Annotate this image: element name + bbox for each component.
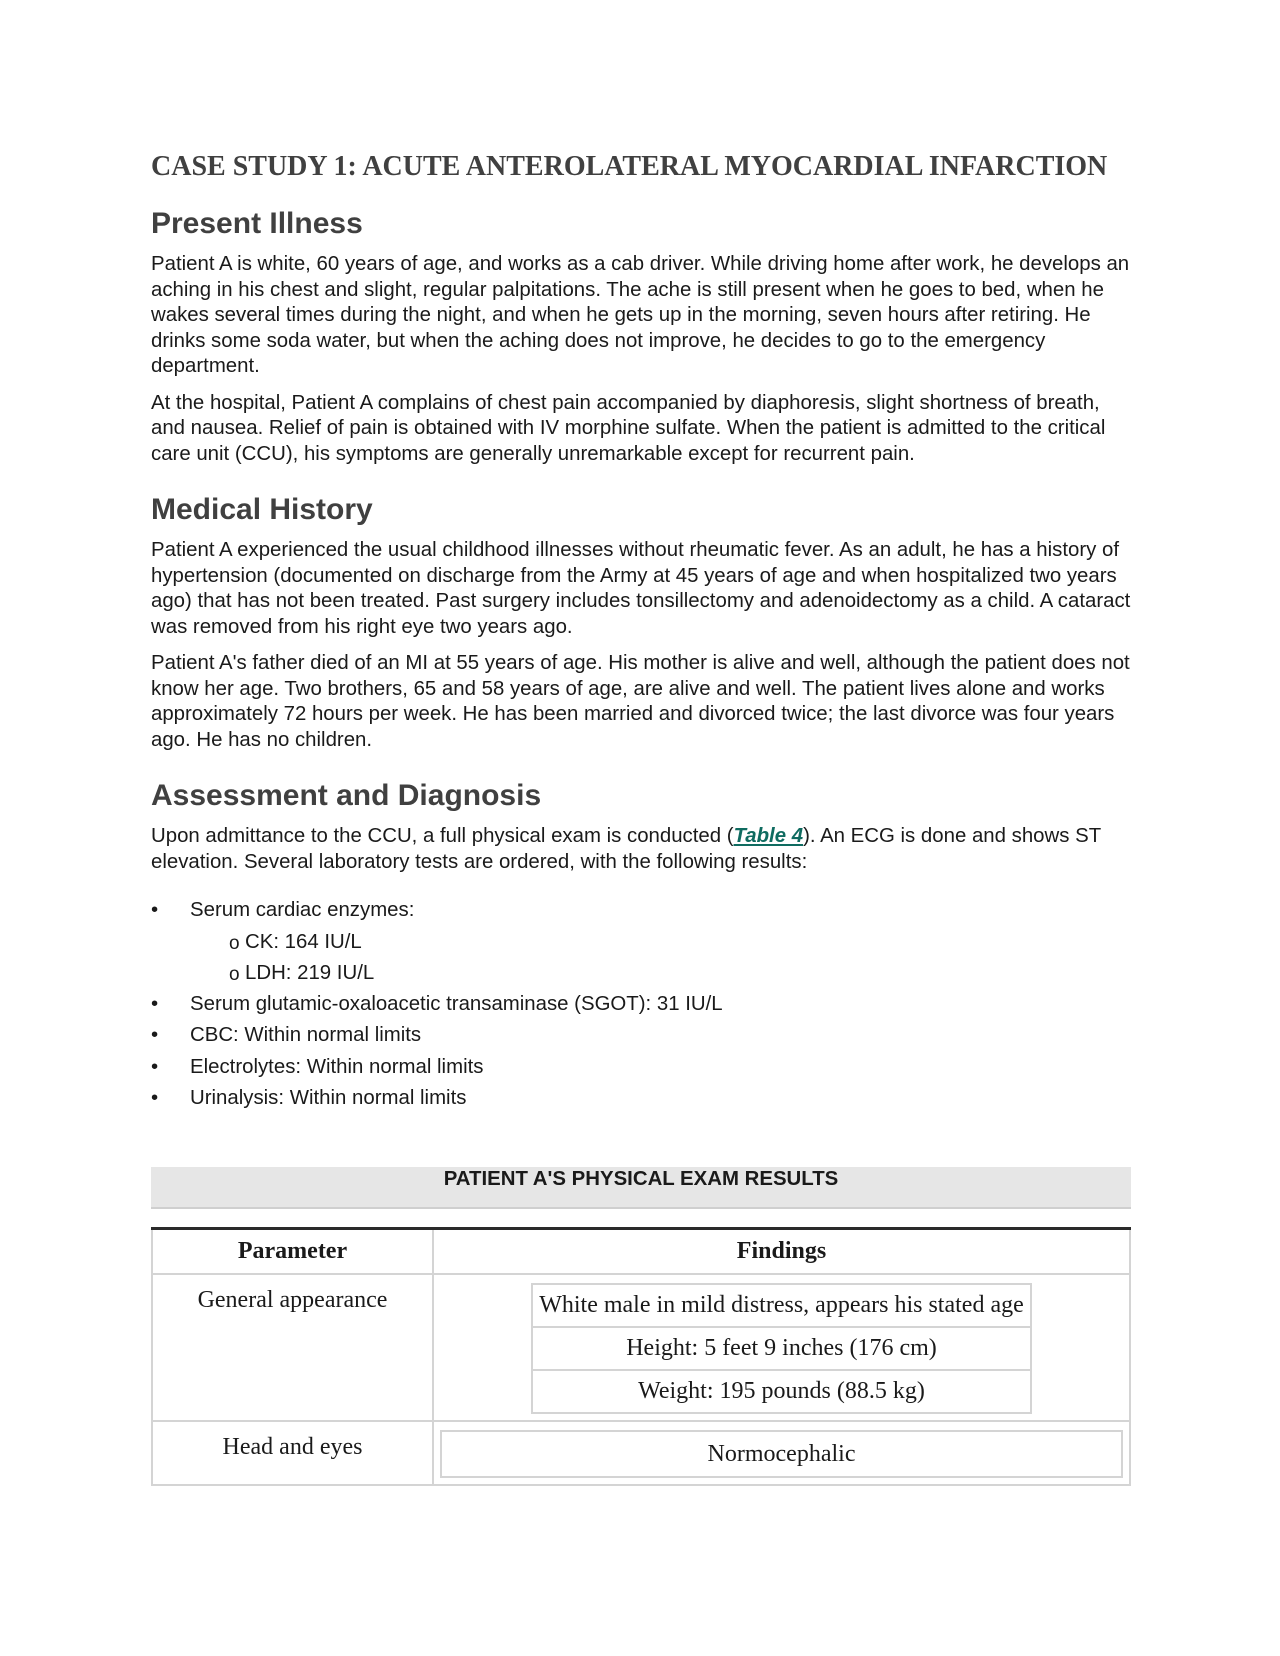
findings-cell (433, 1274, 1130, 1421)
table-4-link[interactable]: Table 4 (733, 825, 804, 847)
parameter-cell: Head and eyes (152, 1421, 433, 1485)
medical-history-paragraph: Patient A's father died of an MI at 55 years of age. His mother is alive and well, although the patient does not know her age. Two brothers, 65 and 58 years of age, are alive and well. The patient lives alone and works approximately 72 hours per week. He has been married and divorced twice; the last divorce was four years ago. He has no children. (151, 652, 1130, 751)
bullet-icon: • (151, 1087, 159, 1109)
list-item (151, 895, 1131, 989)
medical-history-paragraph: Patient A experienced the usual childhood illnesses without rheumatic fever. As an adult, he has a history of hypertension (documented on discharge from the Army at 45 years of age and when hospitalized two years ago) that has not been treated. Past surgery includes tonsillectomy and adenoidectomy as a child. A cataract was removed from his right eye two years ago. (151, 539, 1131, 638)
list-item (151, 1020, 1131, 1052)
column-header-parameter: Parameter (152, 1229, 433, 1275)
finding-value: Height: 5 feet 9 inches (176 cm) (532, 1327, 1031, 1370)
sub-list-item-text: LDH: 219 IU/L (245, 961, 375, 984)
document-page (151, 150, 1131, 1115)
document-title: CASE STUDY 1: ACUTE ANTEROLATERAL MYOCARDIAL INFARCTION (151, 151, 1108, 182)
present-illness-heading: Present Illness (151, 207, 363, 240)
list-item-text: CBC: Within normal limits (190, 1024, 422, 1046)
present-illness-paragraph: At the hospital, Patient A complains of chest pain accompanied by diaphoresis, slight shortness of breath, and nausea. Relief of pain is obtained with IV morphine sulfate. When the patient is admitted to the critical care unit (CCU), his symptoms are generally unremarkable except for recurrent pain. (151, 391, 1106, 465)
table-row (152, 1421, 1130, 1485)
present-illness-section (151, 206, 1131, 467)
finding-value: White male in mild distress, appears his stated age (532, 1284, 1031, 1327)
findings-subtable (531, 1283, 1032, 1414)
column-header-findings: Findings (433, 1229, 1130, 1275)
assessment-heading: Assessment and Diagnosis (151, 779, 542, 812)
bullet-icon: • (151, 899, 159, 921)
present-illness-paragraph: Patient A is white, 60 years of age, and works as a cab driver. While driving home after work, he develops an aching in his chest and slight, regular palpitations. The ache is still present when he goes to bed, when he wakes several times during the night, and when he gets up in the morning, seven hours after retiring. He drinks some soda water, but when the aching does not improve, he decides to go to the emergency department. (151, 253, 1130, 377)
list-item (151, 1083, 1131, 1115)
findings-cell (433, 1421, 1130, 1485)
bullet-icon: • (151, 1055, 159, 1078)
assessment-intro-text: ). An ECG is done and shows ST elevation. Several laboratory tests are ordered, with the following results: (151, 825, 1101, 873)
list-item-text: Electrolytes: Within normal limits (190, 1055, 484, 1078)
lab-results-list (151, 895, 1131, 1115)
findings-subtable (440, 1430, 1123, 1478)
list-item-text: Serum cardiac enzymes: (190, 899, 415, 921)
assessment-intro-text: Upon admittance to the CCU, a full physical exam is conducted ( (151, 825, 734, 847)
assessment-intro (151, 824, 1131, 875)
list-item-text: Serum glutamic-oxaloacetic transaminase (SGOT): 31 IU/L (190, 992, 723, 1015)
list-item-text: Urinalysis: Within normal limits (190, 1087, 467, 1109)
medical-history-heading: Medical History (151, 493, 373, 526)
list-item (151, 1052, 1131, 1084)
sub-list-item-text: CK: 164 IU/L (245, 930, 362, 953)
circle-bullet-icon: o (229, 932, 240, 954)
medical-history-section (151, 492, 1131, 753)
table-header-row (152, 1229, 1130, 1275)
list-item (151, 989, 1131, 1021)
sub-list-item (190, 927, 1131, 958)
finding-value: Weight: 195 pounds (88.5 kg) (532, 1370, 1031, 1413)
sub-list-item (190, 958, 1131, 989)
parameter-cell: General appearance (152, 1274, 433, 1421)
enzyme-sublist (190, 927, 1131, 989)
circle-bullet-icon: o (229, 963, 240, 985)
bullet-icon: • (151, 992, 159, 1015)
finding-value: Normocephalic (441, 1431, 1122, 1477)
physical-exam-table (151, 1227, 1131, 1486)
bullet-icon: • (151, 1024, 159, 1046)
assessment-section (151, 778, 1131, 1115)
table-caption: PATIENT A'S PHYSICAL EXAM RESULTS (151, 1167, 1131, 1209)
table-row (152, 1274, 1130, 1421)
